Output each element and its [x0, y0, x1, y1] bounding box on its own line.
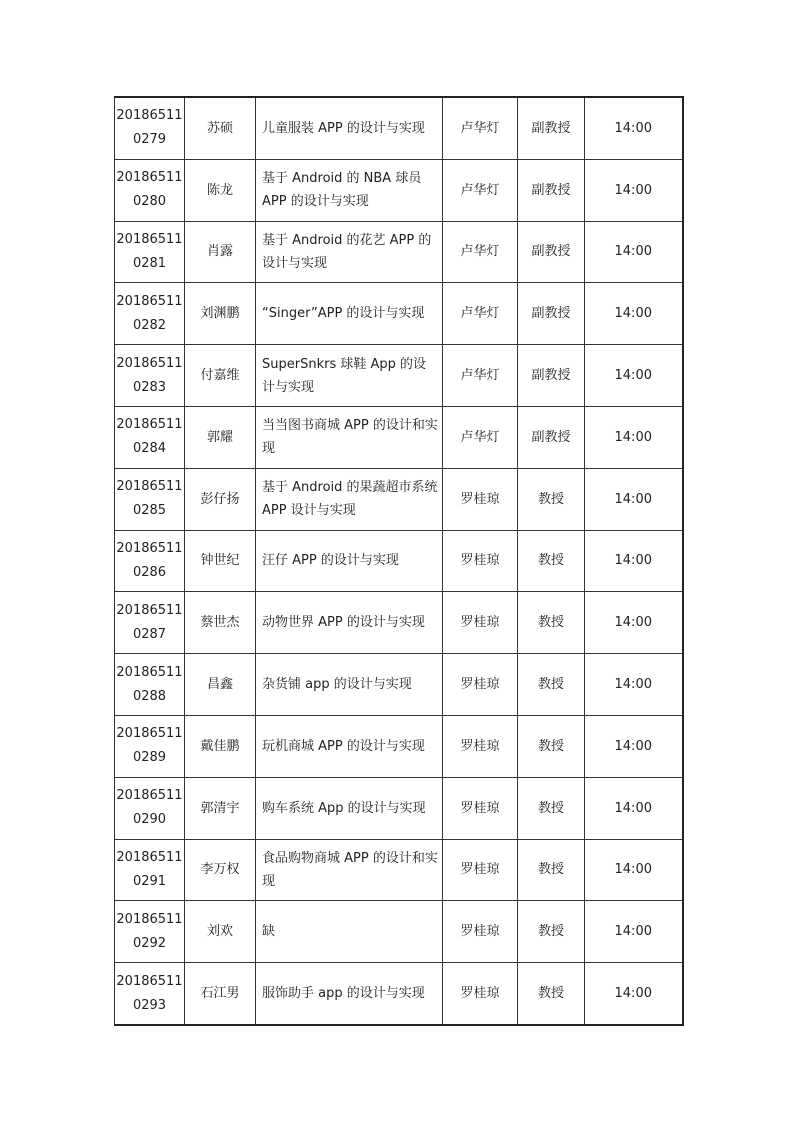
student-id-line-2: 0282 [132, 317, 167, 333]
thesis-title-cell: 当当图书商城 APP 的设计和实现 [256, 406, 443, 468]
student-name-cell: 苏硕 [185, 97, 256, 159]
student-id-line-2: 0289 [132, 750, 167, 766]
student-id-line-1: 20186511 [116, 540, 183, 556]
student-name-cell: 彭仔扬 [185, 468, 256, 530]
defense-time-cell: 14:00 [585, 777, 683, 839]
student-id-cell [115, 777, 185, 839]
student-id-line-1: 20186511 [116, 479, 183, 495]
student-id-line-1: 20186511 [116, 911, 183, 927]
student-id-cell [115, 221, 185, 283]
advisor-name-cell: 卢华灯 [443, 345, 518, 407]
student-id-cell [115, 283, 185, 345]
table-row [115, 592, 683, 654]
defense-time-cell: 14:00 [585, 345, 683, 407]
student-id-line-2: 0283 [132, 379, 167, 395]
advisor-name-cell: 罗桂琼 [443, 839, 518, 901]
student-id-cell [115, 901, 185, 963]
student-name-cell: 付嘉维 [185, 345, 256, 407]
student-id-line-1: 20186511 [116, 417, 183, 433]
student-id-line-1: 20186511 [116, 602, 183, 618]
student-id-line-2: 0284 [132, 441, 167, 457]
student-id-cell [115, 468, 185, 530]
table-row [115, 839, 683, 901]
student-id-line-2: 0291 [132, 873, 167, 889]
student-id-line-1: 20186511 [116, 108, 183, 124]
thesis-title-cell: SuperSnkrs 球鞋 App 的设计与实现 [256, 345, 443, 407]
student-name-cell: 肖露 [185, 221, 256, 283]
table-row [115, 97, 683, 159]
table-row [115, 777, 683, 839]
student-id-line-1: 20186511 [116, 788, 183, 804]
student-id-line-2: 0280 [132, 194, 167, 210]
student-id-line-2: 0288 [132, 688, 167, 704]
student-id-line-2: 0279 [132, 132, 167, 148]
student-id-line-2: 0287 [132, 626, 167, 642]
defense-schedule-table [114, 96, 684, 1026]
student-id-line-1: 20186511 [116, 849, 183, 865]
thesis-title-cell: 玩机商城 APP 的设计与实现 [256, 715, 443, 777]
student-id-line-2: 0281 [132, 255, 167, 271]
advisor-rank-cell: 副教授 [518, 283, 585, 345]
defense-time-cell: 14:00 [585, 654, 683, 716]
thesis-title-cell: 杂货铺 app 的设计与实现 [256, 654, 443, 716]
student-id-line-1: 20186511 [116, 973, 183, 989]
student-name-cell: 李万权 [185, 839, 256, 901]
advisor-name-cell: 罗桂琼 [443, 777, 518, 839]
student-name-cell: 郭耀 [185, 406, 256, 468]
student-id-cell [115, 839, 185, 901]
defense-time-cell: 14:00 [585, 468, 683, 530]
student-name-cell: 钟世纪 [185, 530, 256, 592]
defense-time-cell: 14:00 [585, 530, 683, 592]
student-name-cell: 刘渊鹏 [185, 283, 256, 345]
student-id-line-1: 20186511 [116, 231, 183, 247]
defense-time-cell: 14:00 [585, 963, 683, 1025]
student-id-cell [115, 963, 185, 1025]
defense-time-cell: 14:00 [585, 159, 683, 221]
student-name-cell: 刘欢 [185, 901, 256, 963]
defense-time-cell: 14:00 [585, 715, 683, 777]
student-id-line-1: 20186511 [116, 664, 183, 680]
student-id-cell [115, 715, 185, 777]
advisor-rank-cell: 教授 [518, 592, 585, 654]
advisor-rank-cell: 教授 [518, 839, 585, 901]
student-id-line-2: 0285 [132, 503, 167, 519]
defense-time-cell: 14:00 [585, 592, 683, 654]
advisor-name-cell: 罗桂琼 [443, 592, 518, 654]
student-name-cell: 陈龙 [185, 159, 256, 221]
student-id-line-1: 20186511 [116, 170, 183, 186]
table-row [115, 468, 683, 530]
table-row [115, 283, 683, 345]
thesis-title-cell: “Singer”APP 的设计与实现 [256, 283, 443, 345]
advisor-rank-cell: 教授 [518, 777, 585, 839]
advisor-name-cell: 罗桂琼 [443, 654, 518, 716]
student-id-cell [115, 345, 185, 407]
table-row [115, 530, 683, 592]
thesis-title-cell: 基于 Android 的花艺 APP 的设计与实现 [256, 221, 443, 283]
advisor-rank-cell: 副教授 [518, 159, 585, 221]
table-row [115, 715, 683, 777]
advisor-name-cell: 卢华灯 [443, 97, 518, 159]
student-name-cell: 石江男 [185, 963, 256, 1025]
student-id-line-2: 0290 [132, 812, 167, 828]
table-row [115, 159, 683, 221]
advisor-name-cell: 卢华灯 [443, 221, 518, 283]
advisor-rank-cell: 副教授 [518, 97, 585, 159]
advisor-rank-cell: 教授 [518, 963, 585, 1025]
student-id-line-1: 20186511 [116, 355, 183, 371]
table-row [115, 654, 683, 716]
advisor-name-cell: 罗桂琼 [443, 530, 518, 592]
table-row [115, 963, 683, 1025]
student-id-line-2: 0293 [132, 997, 167, 1013]
advisor-rank-cell: 副教授 [518, 406, 585, 468]
student-name-cell: 蔡世杰 [185, 592, 256, 654]
table-row [115, 406, 683, 468]
advisor-rank-cell: 教授 [518, 654, 585, 716]
thesis-title-cell: 儿童服装 APP 的设计与实现 [256, 97, 443, 159]
thesis-title-cell: 动物世界 APP 的设计与实现 [256, 592, 443, 654]
advisor-rank-cell: 教授 [518, 901, 585, 963]
thesis-title-cell: 缺 [256, 901, 443, 963]
advisor-rank-cell: 副教授 [518, 221, 585, 283]
table-row [115, 901, 683, 963]
student-name-cell: 昌鑫 [185, 654, 256, 716]
student-id-cell [115, 654, 185, 716]
advisor-name-cell: 罗桂琼 [443, 963, 518, 1025]
student-name-cell: 郭清宇 [185, 777, 256, 839]
thesis-title-cell: 购车系统 App 的设计与实现 [256, 777, 443, 839]
advisor-name-cell: 卢华灯 [443, 406, 518, 468]
defense-time-cell: 14:00 [585, 839, 683, 901]
advisor-rank-cell: 副教授 [518, 345, 585, 407]
table-row [115, 345, 683, 407]
advisor-name-cell: 罗桂琼 [443, 715, 518, 777]
advisor-name-cell: 卢华灯 [443, 283, 518, 345]
student-name-cell: 戴佳鹏 [185, 715, 256, 777]
defense-time-cell: 14:00 [585, 97, 683, 159]
advisor-name-cell: 卢华灯 [443, 159, 518, 221]
student-id-line-2: 0286 [132, 564, 167, 580]
student-id-cell [115, 530, 185, 592]
table-row [115, 221, 683, 283]
thesis-title-cell: 基于 Android 的果蔬超市系统 APP 设计与实现 [256, 468, 443, 530]
advisor-rank-cell: 教授 [518, 530, 585, 592]
advisor-rank-cell: 教授 [518, 468, 585, 530]
student-id-cell [115, 592, 185, 654]
student-id-cell [115, 97, 185, 159]
student-id-line-2: 0292 [132, 935, 167, 951]
defense-time-cell: 14:00 [585, 283, 683, 345]
student-id-line-1: 20186511 [116, 293, 183, 309]
defense-time-cell: 14:00 [585, 221, 683, 283]
defense-time-cell: 14:00 [585, 901, 683, 963]
defense-time-cell: 14:00 [585, 406, 683, 468]
student-id-cell [115, 406, 185, 468]
thesis-title-cell: 服饰助手 app 的设计与实现 [256, 963, 443, 1025]
thesis-title-cell: 食品购物商城 APP 的设计和实现 [256, 839, 443, 901]
student-id-line-1: 20186511 [116, 726, 183, 742]
student-id-cell [115, 159, 185, 221]
advisor-rank-cell: 教授 [518, 715, 585, 777]
advisor-name-cell: 罗桂琼 [443, 901, 518, 963]
table-body [115, 97, 683, 1025]
thesis-title-cell: 基于 Android 的 NBA 球员 APP 的设计与实现 [256, 159, 443, 221]
advisor-name-cell: 罗桂琼 [443, 468, 518, 530]
thesis-title-cell: 汪仔 APP 的设计与实现 [256, 530, 443, 592]
